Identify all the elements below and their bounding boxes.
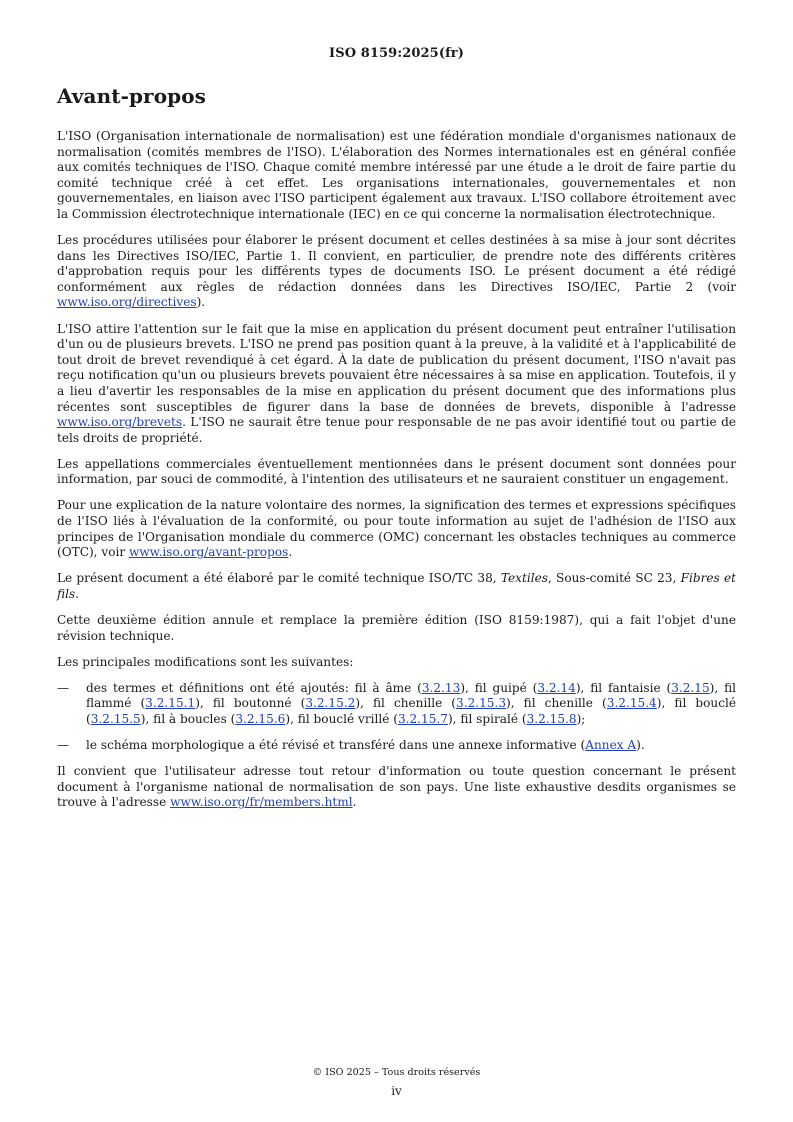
list-text: ); (576, 712, 586, 726)
clause-link-3-2-15-3[interactable]: 3.2.15.3 (456, 696, 507, 711)
paragraph-text: ). (196, 295, 206, 310)
paragraph-text: . (288, 545, 293, 560)
paragraph-text: L'ISO attire l'attention sur le fait que la mise en application du présent document peut entraîner l'utilisation d'un ou de plusieurs brevets. L'ISO ne prend pas position quant à la preuve, à la validité et à l'applicabilité de tout droit de brevet revendiqué à cet égard. À la date de publication du présent document, l'ISO n'avait pas reçu notification qu'un ou plusieurs brevets pouvaient être nécessaires à sa mise en application. Toutefois, il y a lieu d'avertir les responsables de la mise en application du présent document que des informations plus récentes sont susceptibles de figurer dans la base de données de brevets, disponible à l'adresse (57, 321, 736, 414)
paragraph-changes-intro: Les principales modifications sont les suivantes: (57, 654, 354, 669)
copyright-footer: © ISO 2025 – Tous droits réservés (312, 1067, 481, 1078)
list-text: ), fil flammé ( (86, 680, 737, 711)
list-text: ), fil bouclé ( (86, 696, 737, 726)
directives-link[interactable]: www.iso.org/directives (57, 295, 197, 310)
clause-link-3-2-15-1[interactable]: 3.2.15.1 (145, 696, 196, 711)
paragraph-text: , Sous-comité SC 23, (547, 571, 681, 586)
paragraph-iso-intro: L'ISO (Organisation internationale de normalisation) est une fédération mondiale d'organismes nationaux de normalisation (comités membres de l'ISO). L'élaboration des Normes internationales est en général confiée aux comités techniques de l'ISO. Chaque comité membre intéressé par une étude a le droit de faire partie du comité technique créé à cet effet. Les organisations internationales, gouvernementales et non gouvernementales, en liaison avec l'ISO participent également aux travaux. L'ISO collabore étroitement avec la Commission électrotechnique internationale (IEC) en ce qui concerne la normalisation électrotechnique. (57, 129, 736, 221)
paragraph-text: . L'ISO ne saurait être tenue pour responsable de ne pas avoir identifié tout ou partie de tels droits de propriété. (57, 415, 736, 445)
clause-link-3-2-15-8[interactable]: 3.2.15.8 (526, 712, 577, 726)
list-item (57, 681, 736, 728)
paragraph-patents (57, 322, 736, 447)
paragraph-committee (57, 571, 736, 602)
dash-bullet: — (57, 680, 70, 695)
members-link[interactable]: www.iso.org/fr/members.html (170, 795, 353, 810)
document-header: ISO 8159:2025(fr) (329, 46, 464, 61)
paragraph-text: Les procédures utilisées pour élaborer le présent document et celles destinées à sa mise à jour sont décrites dans les Directives ISO/IEC, Partie 1. Il convient, en particulier, de prendre note des différents critères d'approbation requis pour les différents types de documents ISO. Le présent document a été rédigé conformément aux règles de rédaction données dans les Directives ISO/IEC, Partie 2 (voir (57, 233, 736, 294)
paragraph-text: Il convient que l'utilisateur adresse tout retour d'information ou toute question concernant le présent document à l'organisme national de normalisation de son pays. Une liste exhaustive desdits organismes se trouve à l'adresse (57, 764, 736, 810)
list-text: ). (636, 738, 645, 753)
paragraph-voluntary-nature (57, 498, 736, 560)
dash-bullet: — (57, 738, 70, 753)
clause-link-3-2-14[interactable]: 3.2.14 (537, 680, 576, 695)
list-item-text (86, 681, 736, 728)
list-text: ), fil guipé ( (460, 680, 538, 695)
paragraph-trade-names: Les appellations commerciales éventuellement mentionnées dans le présent document sont données pour information, par souci de commodité, à l'intention des utilisateurs et ne sauraient constituer un engagement. (57, 456, 736, 487)
list-text: ), fil chenille ( (355, 696, 457, 711)
paragraph-text: Pour une explication de la nature volontaire des normes, la signification des termes et expressions spécifiques de l'ISO liés à l'évaluation de la conformité, ou pour toute information au sujet de l'adhésion de l'ISO aux principes de l'Organisation mondiale du commerce (OMC) concernant les obstacles techniques au commerce (OTC), voir (57, 498, 736, 560)
clause-link-3-2-15-2[interactable]: 3.2.15.2 (305, 696, 356, 711)
paragraph-edition: Cette deuxième édition annule et remplace la première édition (ISO 8159:1987), qui a fait l'objet d'une révision technique. (57, 613, 736, 643)
clause-link-3-2-15-4[interactable]: 3.2.15.4 (606, 696, 657, 711)
list-text: ), fil bouclé vrillé ( (285, 712, 398, 726)
page-title: Avant-propos (57, 84, 207, 108)
list-text: ), fil à boucles ( (140, 712, 236, 726)
page-number: iv (391, 1084, 402, 1098)
subcommittee-title: Fibres et fils (57, 571, 736, 601)
committee-title: Textiles (500, 571, 548, 586)
list-text: le schéma morphologique a été révisé et transféré dans une annexe informative ( (86, 738, 586, 753)
paragraph-text: . (75, 586, 79, 601)
clause-link-3-2-15-5[interactable]: 3.2.15.5 (90, 712, 141, 726)
paragraph-procedures (57, 233, 736, 311)
patents-link[interactable]: www.iso.org/brevets (57, 415, 183, 430)
list-text: ), fil fantaisie ( (575, 680, 672, 695)
list-text: des termes et définitions ont été ajoutés: fil à âme ( (86, 680, 422, 695)
clause-link-3-2-15-7[interactable]: 3.2.15.7 (397, 712, 448, 726)
paragraph-text: . (352, 795, 357, 810)
list-text: ), fil chenille ( (506, 696, 607, 711)
clause-link-3-2-13[interactable]: 3.2.13 (421, 680, 461, 695)
list-text: ), fil boutonné ( (195, 696, 306, 711)
paragraph-feedback (57, 764, 736, 811)
list-item-text (86, 738, 736, 754)
foreword-body (57, 129, 736, 821)
clause-link-3-2-15[interactable]: 3.2.15 (671, 680, 710, 695)
list-text: ), fil spiralé ( (447, 712, 527, 726)
list-item (57, 738, 736, 754)
clause-link-3-2-15-6[interactable]: 3.2.15.6 (235, 712, 286, 726)
foreword-link[interactable]: www.iso.org/avant-propos (128, 545, 289, 560)
annex-a-link[interactable]: Annex A (585, 738, 637, 753)
paragraph-text: Le présent document a été élaboré par le comité technique ISO/TC 38, (57, 571, 501, 586)
